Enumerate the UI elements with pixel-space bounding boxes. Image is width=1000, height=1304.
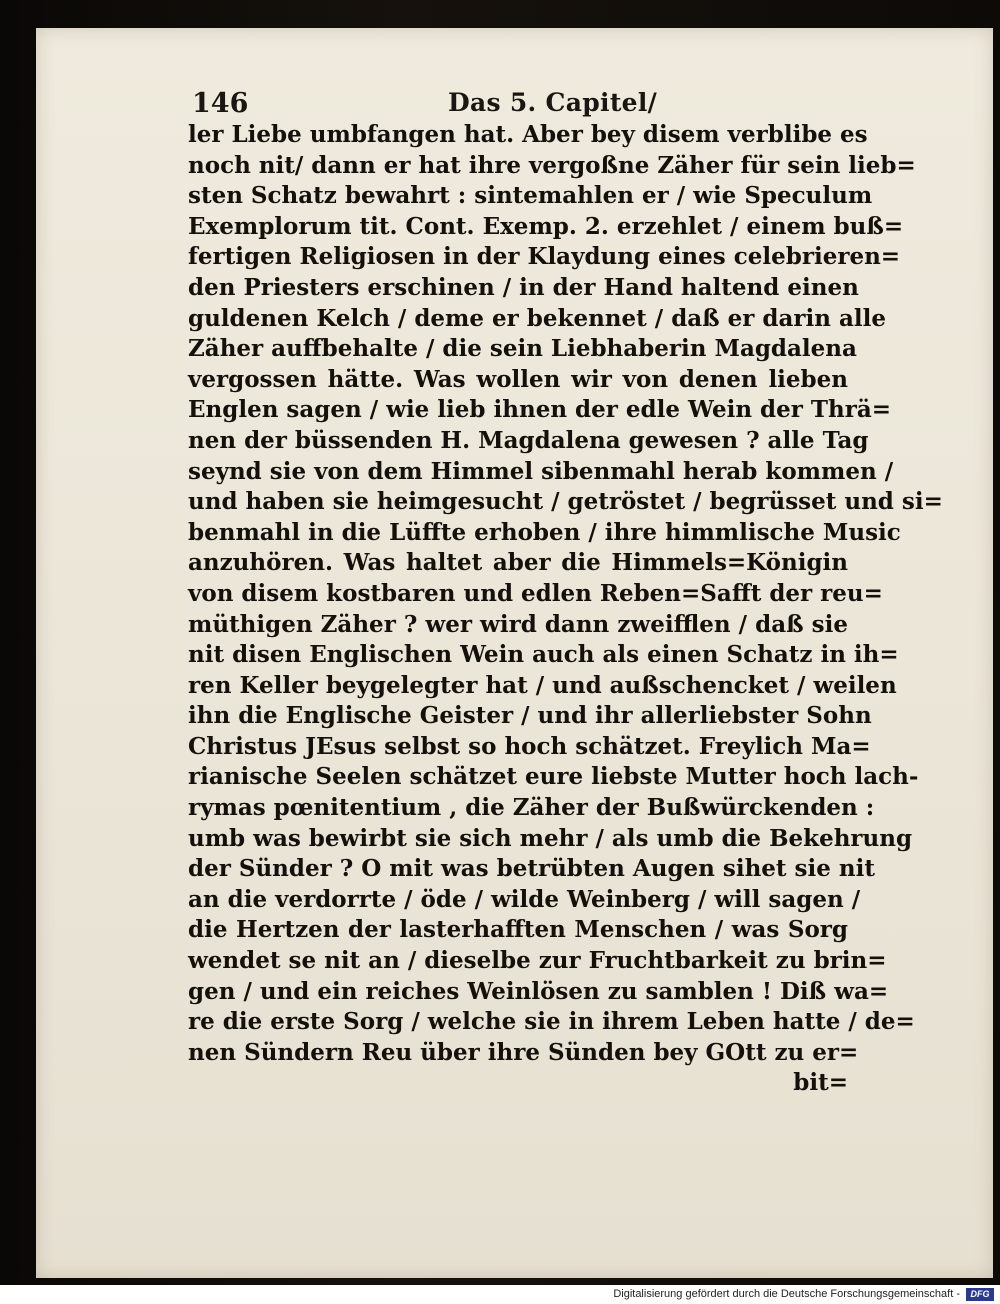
page-number: 146 [192, 88, 249, 119]
text-line: müthigen Zäher ? wer wird dann zweifflen / daß sie [188, 610, 848, 638]
text-line: Christus JEsus selbst so hoch schätzet. Freylich Ma= [188, 732, 871, 760]
text-line: vergossen hätte. Was wollen wir von denen lieben [188, 365, 848, 393]
text-line: benmahl in die Lüffte erhoben / ihre himmlische Music [188, 518, 901, 546]
text-line: von disem kostbaren und edlen Reben=Safft der reu= [188, 579, 883, 607]
text-line: anzuhören. Was haltet aber die Himmels=Königin [188, 549, 848, 577]
text-line: wendet se nit an / dieselbe zur Fruchtbarkeit zu brin= [188, 947, 887, 975]
text-line: ihn die Englische Geister / und ihr allerliebster Sohn [188, 702, 872, 730]
text-line: die Hertzen der lasterhafften Menschen / was Sorg [188, 916, 848, 944]
text-line: nen der büssenden H. Magdalena gewesen ? alle Tag [188, 426, 869, 454]
catchword: bit= [793, 1069, 848, 1097]
text-line: nen Sündern Reu über ihre Sünden bey GOtt zu er= [188, 1038, 859, 1066]
text-line: noch nit/ dann er hat ihre vergoßne Zäher für sein lieb= [188, 151, 916, 179]
footer-bar [0, 1285, 1000, 1304]
text-line: ren Keller beygelegter hat / und außschencket / weilen [188, 671, 897, 699]
running-head: Das 5. Capitel/ [448, 88, 658, 117]
text-line: Englen sagen / wie lieb ihnen der edle Wein der Thrä= [188, 396, 892, 424]
text-line: ler Liebe umbfangen hat. Aber bey disem verblibe es [188, 121, 868, 148]
page-body-text [188, 120, 943, 1099]
text-line: und haben sie heimgesucht / getröstet / begrüsset und si= [188, 488, 943, 516]
text-line: rymas pœnitentium , die Zäher der Bußwürckenden : [188, 794, 875, 822]
text-line: Exemplorum tit. Cont. Exemp. 2. erzehlet / einem buß= [188, 212, 904, 240]
text-line: der Sünder ? O mit was betrübten Augen sihet sie nit [188, 855, 875, 883]
funding-credit: Digitalisierung gefördert durch die Deutsche Forschungsgemeinschaft - [613, 1288, 960, 1300]
text-line: guldenen Kelch / deme er bekennet / daß er darin alle [188, 304, 886, 332]
text-line: rianische Seelen schätzet eure liebste Mutter hoch lach- [188, 763, 919, 791]
text-line: gen / und ein reiches Weinlösen zu samblen ! Diß wa= [188, 977, 889, 1005]
text-line: fertigen Religiosen in der Klaydung eines celebrieren= [188, 243, 901, 271]
text-line: umb was bewirbt sie sich mehr / als umb die Bekehrung [188, 824, 913, 852]
text-line: seynd sie von dem Himmel sibenmahl herab kommen / [188, 457, 894, 485]
dfg-logo: DFG [966, 1288, 994, 1301]
text-line: re die erste Sorg / welche sie in ihrem Leben hatte / de= [188, 1008, 915, 1036]
text-line: Zäher auffbehalte / die sein Liebhaberin Magdalena [188, 335, 857, 363]
text-line: den Priesters erschinen / in der Hand haltend einen [188, 273, 859, 301]
text-line: nit disen Englischen Wein auch als einen Schatz in ih= [188, 641, 899, 669]
text-line: sten Schatz bewahrt : sintemahlen er / wie Speculum [188, 182, 873, 210]
text-line: an die verdorrte / öde / wilde Weinberg / will sagen / [188, 885, 861, 913]
page-header [192, 88, 852, 124]
